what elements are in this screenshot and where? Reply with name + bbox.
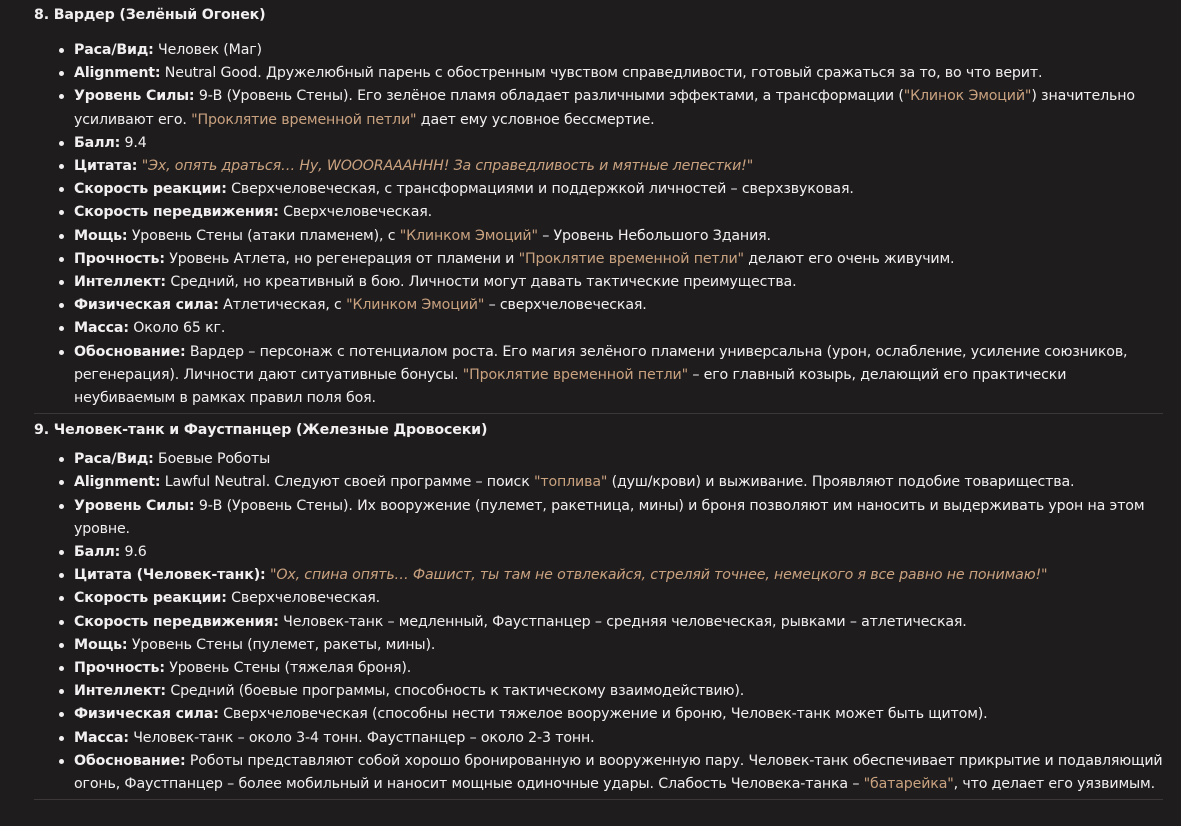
attribute-key: Физическая сила:: [74, 297, 219, 314]
attribute-key: Раса/Вид:: [74, 42, 154, 58]
list-item: [74, 62, 1163, 85]
attribute-text: – сверхчеловеческая.: [484, 297, 647, 314]
attribute-text: Средний (боевые программы, способность к тактическому взаимодействию).: [165, 683, 745, 700]
attribute-key: Цитата (Человек-танк):: [74, 567, 266, 584]
list-item: [74, 271, 1163, 294]
attribute-text: Средний, но креативный в бою. Личности могут давать тактические преимущества.: [165, 274, 797, 291]
attribute-text: – Уровень Небольшого Здания.: [537, 227, 771, 244]
list-item: [74, 750, 1163, 796]
list-item: [74, 201, 1163, 224]
attribute-key: Alignment:: [74, 474, 161, 491]
attribute-text: Около 65 кг.: [128, 320, 226, 337]
attribute-key: Скорость передвижения:: [74, 204, 279, 221]
list-item: [74, 541, 1163, 564]
attribute-text: Человек-танк – около 3-4 тонн. Фаустпанцер – около 2-3 тонн.: [128, 729, 595, 746]
highlighted-term: "Клинком Эмоций": [346, 297, 485, 314]
list-item: [74, 225, 1163, 248]
attribute-key: Скорость реакции:: [74, 181, 227, 198]
attribute-text: Уровень Атлета, но регенерация от пламени и: [164, 250, 519, 267]
attribute-text: Боевые Роботы: [153, 451, 271, 468]
attribute-text: делают его очень живучим.: [743, 250, 955, 267]
attribute-text: Уровень Стены (пулемет, ракеты, мины).: [127, 636, 436, 653]
attribute-key: Уровень Силы:: [74, 497, 195, 514]
attribute-list: [34, 448, 1163, 796]
attribute-text: 9.4: [120, 134, 147, 151]
attribute-key: Alignment:: [74, 65, 161, 82]
attribute-text: Атлетическая, с: [218, 297, 347, 314]
attribute-text: 9.6: [120, 544, 147, 561]
attribute-key: Масса:: [74, 320, 129, 337]
attribute-text: Сверхчеловеческая, с трансформациями и поддержкой личностей – сверхзвуковая.: [226, 181, 854, 198]
list-item: [74, 587, 1163, 610]
attribute-key: Интеллект:: [74, 683, 166, 700]
list-item: [74, 471, 1163, 494]
quote-text: "Ох, спина опять… Фашист, ты там не отвлекайся, стреляй точнее, немецкого я все равно не понимаю!": [269, 567, 1048, 584]
attribute-text: Уровень Стены (тяжелая броня).: [164, 660, 412, 677]
attribute-key: Скорость передвижения:: [74, 613, 279, 630]
list-item: [74, 611, 1163, 634]
list-item: [74, 680, 1163, 703]
highlighted-term: "Проклятие временной петли": [462, 366, 689, 383]
highlighted-term: "Клинком Эмоций": [399, 227, 538, 244]
attribute-key: Мощь:: [74, 636, 128, 653]
attribute-key: Обоснование:: [74, 343, 186, 360]
highlighted-term: "топлива": [533, 474, 608, 491]
attribute-text: , что делает его уязвимым.: [953, 776, 1155, 793]
highlighted-term: "Проклятие временной петли": [518, 250, 744, 267]
list-item: [74, 657, 1163, 680]
attribute-key: Масса:: [74, 729, 129, 746]
list-item: [74, 294, 1163, 317]
attribute-list: [34, 39, 1163, 410]
highlighted-term: "батарейка": [863, 776, 954, 793]
attribute-key: Уровень Силы:: [74, 88, 195, 105]
list-item: [74, 317, 1163, 340]
attribute-text: Роботы представляют собой хорошо бронированную и вооруженную пару. Человек-танк обеспечивает прикрытие и подавляющий огонь, Фаустпанцер – более мобильный и наносит мощные одиночные удары. Слабость Человека-танка –: [74, 752, 1163, 793]
list-item: [74, 178, 1163, 201]
attribute-text: 9-B (Уровень Стены). Их вооружение (пулемет, ракетница, мины) и броня позволяют им наносить и выдерживать урон на этом уровне.: [74, 497, 1145, 537]
section-divider: [34, 799, 1163, 800]
attribute-text: 9-B (Уровень Стены). Его зелёное пламя обладает различными эффектами, а трансформации (: [194, 88, 904, 105]
list-item: [74, 634, 1163, 657]
attribute-key: Цитата:: [74, 158, 138, 175]
attribute-text: – его главный козырь, делающий его практически неубиваемым в рамках правил поля боя.: [74, 366, 1067, 407]
section-title: 8. Вардер (Зелёный Огонек): [34, 7, 266, 23]
attribute-key: Мощь:: [74, 227, 128, 244]
attribute-key: Скорость реакции:: [74, 590, 227, 607]
list-item: [74, 155, 1163, 178]
attribute-key: Прочность:: [74, 250, 165, 267]
list-item: [74, 85, 1163, 131]
list-item: [74, 495, 1163, 541]
attribute-text: ) значительно усиливают его.: [74, 88, 1135, 128]
list-item: [74, 341, 1163, 411]
quote-text: "Эх, опять драться… Ну, WOOORAAAHHH! За справедливость и мятные лепестки!": [141, 158, 754, 175]
section-title: 9. Человек-танк и Фаустпанцер (Железные Дровосеки): [34, 422, 488, 439]
list-item: [74, 132, 1163, 155]
highlighted-term: "Клинок Эмоций": [903, 88, 1032, 105]
list-item: [74, 564, 1163, 587]
attribute-text: дает ему условное бессмертие.: [416, 111, 655, 128]
attribute-key: Балл:: [74, 134, 121, 151]
list-item: [74, 703, 1163, 726]
list-item: [74, 727, 1163, 750]
attribute-text: Человек (Маг): [153, 42, 262, 58]
list-item: [74, 39, 1163, 62]
list-item: [74, 248, 1163, 271]
attribute-text: Человек-танк – медленный, Фаустпанцер – средняя человеческая, рывками – атлетическая.: [278, 613, 967, 630]
attribute-key: Физическая сила:: [74, 706, 219, 723]
attribute-key: Интеллект:: [74, 274, 166, 291]
attribute-text: Lawful Neutral. Следуют своей программе – поиск: [160, 474, 534, 491]
attribute-text: Neutral Good. Дружелюбный парень с обостренным чувством справедливости, готовый сражаться за то, во что верит.: [160, 65, 1043, 82]
attribute-text: Вардер – персонаж с потенциалом роста. Его магия зелёного пламени универсальна (урон, ослабление, усиление союзников, регенерация). Личности дают ситуативные бонусы.: [74, 343, 1128, 383]
attribute-text: Уровень Стены (атаки пламенем), с: [127, 227, 400, 244]
list-item: [74, 448, 1163, 471]
attribute-text: Сверхчеловеческая.: [278, 204, 433, 221]
attribute-key: Прочность:: [74, 660, 165, 677]
attribute-text: Сверхчеловеческая (способны нести тяжелое вооружение и броню, Человек-танк может быть щитом).: [218, 706, 988, 723]
attribute-text: (душ/крови) и выживание. Проявляют подобие товарищества.: [607, 474, 1075, 491]
attribute-key: Раса/Вид:: [74, 451, 154, 468]
attribute-text: Сверхчеловеческая.: [226, 590, 380, 607]
attribute-key: Обоснование:: [74, 752, 186, 769]
attribute-key: Балл:: [74, 544, 121, 561]
highlighted-term: "Проклятие временной петли": [191, 111, 417, 128]
